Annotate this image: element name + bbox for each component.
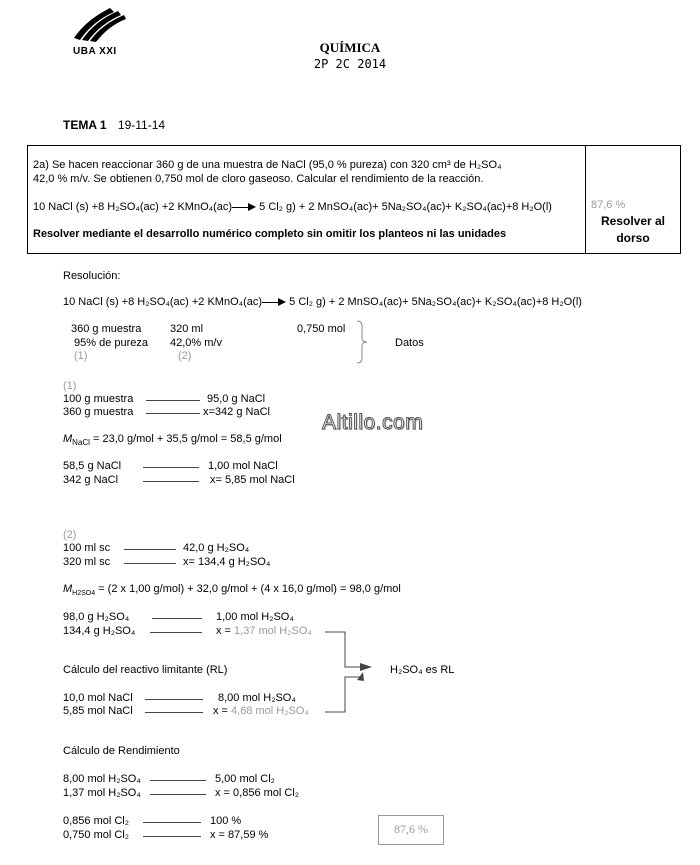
side-note-line-1: Resolver al bbox=[600, 214, 666, 228]
datos-c2-r3: (2) bbox=[178, 350, 192, 362]
tema-label: TEMA 1 bbox=[63, 118, 107, 132]
subject-title: QUÍMICA bbox=[319, 40, 381, 55]
rend-r2-dash bbox=[150, 794, 206, 795]
datos-label: Datos bbox=[395, 337, 424, 349]
part1-r2-right: x=342 g NaCl bbox=[203, 406, 270, 418]
rend-r3-dash bbox=[143, 822, 201, 823]
part2-molar-mass-value: = (2 x 1,00 g/mol) + 32,0 g/mol + (4 x 16,0 g/mol) = 98,0 g/mol bbox=[98, 583, 401, 595]
part1-r4-right: x= 5,85 mol NaCl bbox=[210, 474, 295, 486]
part1-r4-left: 342 g NaCl bbox=[63, 474, 119, 486]
part1-r3-left: 58,5 g NaCl bbox=[63, 460, 122, 472]
part2-r3-left: 98,0 g H₂SO₄ bbox=[63, 611, 130, 623]
part1-r1-left: 100 g muestra bbox=[63, 393, 134, 405]
exam-code: 2P 2C 2014 bbox=[313, 57, 387, 71]
part2-r4-right-prefix: x = bbox=[216, 625, 235, 637]
tema-date: 19-11-14 bbox=[117, 118, 166, 132]
part2-r4-left: 134,4 g H₂SO₄ bbox=[63, 625, 136, 637]
part1-m-sub: NaCl bbox=[72, 438, 90, 448]
rend-r4-left: 0,750 mol Cl₂ bbox=[63, 829, 130, 841]
logo-text: UBA XXI bbox=[73, 46, 117, 57]
rl-conclusion: H₂SO₄ es RL bbox=[390, 664, 455, 676]
question-answer: 87,6 % bbox=[591, 199, 626, 211]
rl-r2-left: 5,85 mol NaCl bbox=[63, 705, 133, 717]
rend-r1-dash bbox=[150, 780, 206, 781]
result-value: 87,6 % bbox=[394, 822, 428, 836]
part1-r1-right: 95,0 g NaCl bbox=[207, 393, 266, 405]
resolucion-equation-left: 10 NaCl (s) +8 H₂SO₄(ac) +2 KMnO₄(ac) bbox=[63, 296, 263, 308]
rl-r2-right-value: 4,68 mol H₂SO₄ bbox=[231, 705, 309, 717]
rl-r1-right: 8,00 mol H₂SO₄ bbox=[218, 692, 296, 704]
part2-r1-right: 42,0 g H₂SO₄ bbox=[183, 542, 250, 554]
datos-c1-r2: 95% de pureza bbox=[74, 337, 148, 349]
question-line-1: 2a) Se hacen reaccionar 360 g de una muestra de NaCl (95,0 % pureza) con 320 cm³ de H₂SO₄ bbox=[33, 159, 502, 171]
rl-r1-left: 10,0 mol NaCl bbox=[63, 692, 133, 704]
question-equation-left: 10 NaCl (s) +8 H₂SO₄(ac) +2 KMnO₄(ac) bbox=[33, 201, 233, 213]
rl-title: Cálculo del reactivo limitante (RL) bbox=[63, 664, 228, 676]
question-equation-right: 5 Cl₂ g) + 2 MnSO₄(ac)+ 5Na₂SO₄(ac)+ K₂SO₄(ac)+8 H₂O(l) bbox=[259, 201, 552, 213]
resolucion-title: Resolución: bbox=[63, 270, 121, 282]
question-line-2: 42,0 % m/v. Se obtienen 0,750 mol de cloro gaseoso. Calcular el rendimiento de la reacción. bbox=[33, 173, 484, 185]
datos-c2-r2: 42,0% m/v bbox=[170, 337, 222, 349]
part1-molar-mass-value: = 23,0 g/mol + 35,5 g/mol = 58,5 g/mol bbox=[93, 433, 282, 445]
resolucion-equation-right: 5 Cl₂ g) + 2 MnSO₄(ac)+ 5Na₂SO₄(ac)+ K₂SO₄(ac)+8 H₂O(l) bbox=[289, 296, 582, 308]
question-instruction: Resolver mediante el desarrollo numérico completo sin omitir los planteos ni las unidades bbox=[33, 228, 507, 240]
rend-r1-left: 8,00 mol H₂SO₄ bbox=[63, 773, 141, 785]
rend-r3-right: 100 % bbox=[210, 815, 242, 827]
rend-r4-right: x = 87,59 % bbox=[210, 829, 269, 841]
part2-r4-right-value: 1,37 mol H₂SO₄ bbox=[234, 625, 312, 637]
result-box bbox=[378, 815, 444, 845]
datos-c2-r1: 320 ml bbox=[170, 323, 204, 335]
part1-label: (1) bbox=[63, 380, 77, 392]
rend-r2-right: x = 0,856 mol Cl₂ bbox=[215, 787, 300, 799]
datos-c3-r1: 0,750 mol bbox=[297, 323, 346, 335]
part1-r3-right: 1,00 mol NaCl bbox=[208, 460, 278, 472]
part2-r2-right: x= 134,4 g H₂SO₄ bbox=[183, 556, 271, 568]
datos-c1-r1: 360 g muestra bbox=[71, 323, 142, 335]
part2-m-sub: H2SO4 bbox=[72, 590, 96, 598]
part2-r1-left: 100 ml sc bbox=[63, 542, 111, 554]
datos-c1-r3: (1) bbox=[74, 350, 88, 362]
part2-r3-right: 1,00 mol H₂SO₄ bbox=[216, 611, 294, 623]
side-note-line-2: dorso bbox=[616, 231, 650, 245]
rend-r1-right: 5,00 mol Cl₂ bbox=[215, 773, 275, 785]
part2-m-symbol: M bbox=[63, 583, 73, 595]
rend-title: Cálculo de Rendimiento bbox=[63, 745, 180, 757]
watermark-logo: Altillo.com bbox=[322, 411, 424, 434]
rl-r2-dash bbox=[145, 712, 203, 713]
rl-r2-right bbox=[213, 705, 309, 717]
rl-r1-dash bbox=[145, 699, 203, 700]
part2-label: (2) bbox=[63, 529, 77, 541]
part1-r2-left: 360 g muestra bbox=[63, 406, 134, 418]
rend-r3-left: 0,856 mol Cl₂ bbox=[63, 815, 130, 827]
rend-r2-left: 1,37 mol H₂SO₄ bbox=[63, 787, 141, 799]
rend-r4-dash bbox=[143, 836, 201, 837]
part2-r2-left: 320 ml sc bbox=[63, 556, 111, 568]
part1-m-symbol: M bbox=[63, 433, 73, 445]
rl-r2-right-prefix: x = bbox=[213, 705, 232, 717]
